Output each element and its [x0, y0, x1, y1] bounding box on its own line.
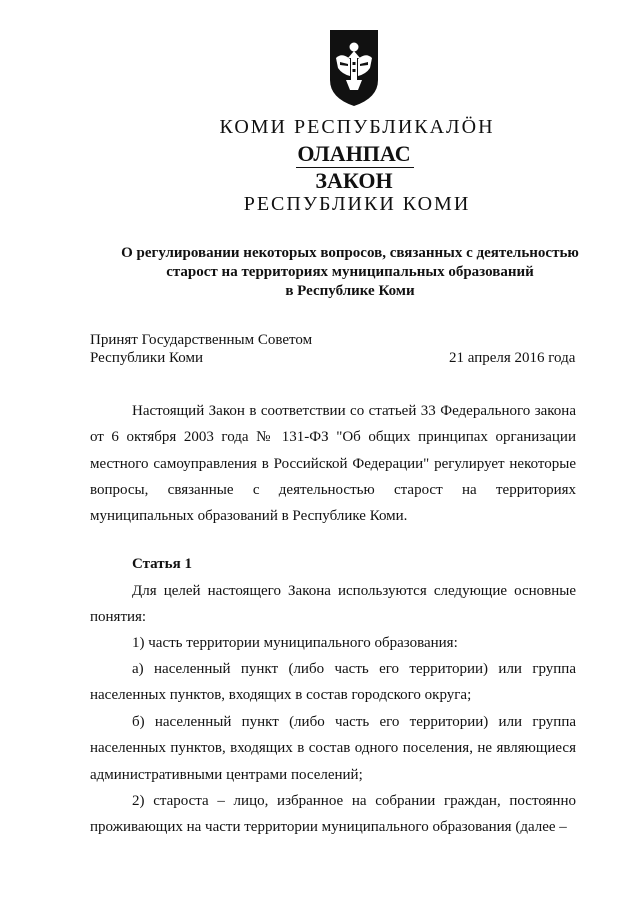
article-item-1: 1) часть территории муниципального образования:: [132, 635, 458, 651]
adoption-line: Республики Коми: [90, 350, 203, 366]
article-intro: Для целей настоящего Закона используются следующие основные понятия:: [90, 583, 576, 626]
adoption-date: 21 апреля 2016 года: [449, 350, 576, 366]
adoption-line: Принят Государственным Советом: [90, 332, 313, 348]
adoption-block: [90, 331, 312, 367]
law-title-line: О регулировании некоторых вопросов, связанных с деятельностью: [121, 245, 579, 261]
coat-of-arms-icon: [328, 28, 380, 108]
header-olanpas: ОЛАНПАС: [297, 141, 411, 166]
header-zakon: ЗАКОН: [315, 168, 393, 193]
law-title-line: в Республике Коми: [285, 283, 415, 299]
article-item-1a: а) населенный пункт (либо часть его территории) или группа населенных пунктов, входящих в состав городского округа;: [90, 661, 576, 704]
article-item-2: 2) староста – лицо, избранное на собрании граждан, постоянно проживающих на части территории муниципального образования (далее –: [90, 793, 576, 836]
header-komi-line: КОМИ РЕСПУБЛИКАЛӦН: [219, 116, 495, 138]
preamble-paragraph: Настоящий Закон в соответствии со статьей 33 Федерального закона от 6 октября 2003 года № 131-ФЗ "Об общих принципах организации местного самоуправления в Российской Федерации" регулирует некоторые вопросы, связанные с деятельностью старост на территориях муниципальных образований в Республике Коми.: [90, 403, 576, 525]
law-title-line: старост на территориях муниципальных образований: [166, 264, 534, 280]
law-title: [90, 244, 610, 301]
header-respubliki: РЕСПУБЛИКИ КОМИ: [243, 193, 471, 215]
article-item-1b: б) населенный пункт (либо часть его территории) или группа населенных пунктов, входящих в состав одного поселения, не являющиеся административными центрами поселений;: [90, 714, 576, 783]
article-heading: Статья 1: [132, 556, 192, 572]
